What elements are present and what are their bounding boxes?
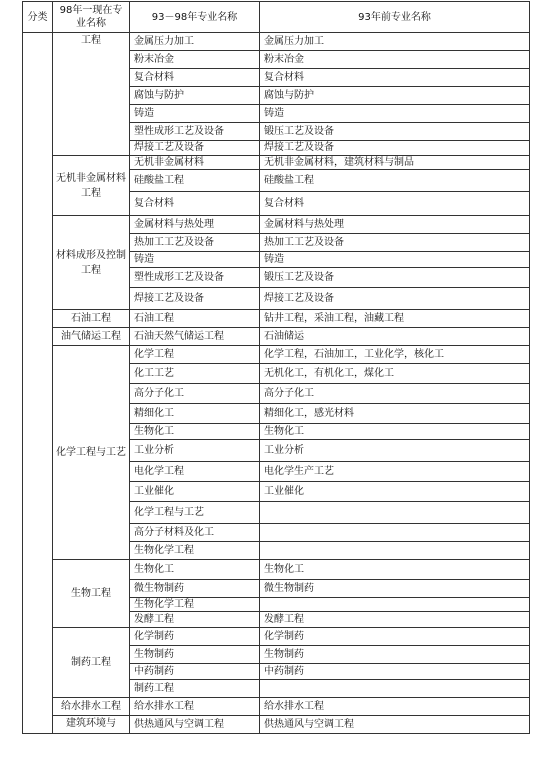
table-row xyxy=(23,328,530,346)
major-pre-93-cell: 焊接工艺及设备 xyxy=(260,141,530,156)
major-pre-93-cell: 钻井工程，采油工程，油藏工程 xyxy=(260,310,530,328)
category-column-cell xyxy=(23,33,53,734)
major-pre-93-cell: 金属压力加工 xyxy=(260,33,530,51)
major-93-98-cell: 精细化工 xyxy=(130,404,260,424)
current-major-cell: 生物工程 xyxy=(53,560,130,628)
major-pre-93-cell: 生物化工 xyxy=(260,424,530,440)
major-93-98-cell: 铸造 xyxy=(130,105,260,123)
major-pre-93-cell: 锻压工艺及设备 xyxy=(260,268,530,288)
header-pre-93-major: 93年前专业名称 xyxy=(260,2,530,33)
current-major-cell: 石油工程 xyxy=(53,310,130,328)
major-pre-93-cell: 高分子化工 xyxy=(260,384,530,404)
major-93-98-cell: 微生物制药 xyxy=(130,580,260,598)
major-93-98-cell: 塑性成形工艺及设备 xyxy=(130,268,260,288)
major-pre-93-cell: 铸造 xyxy=(260,252,530,268)
major-pre-93-cell: 生物制药 xyxy=(260,646,530,664)
table-row xyxy=(23,33,530,51)
major-pre-93-cell: 化学制药 xyxy=(260,628,530,646)
table-row xyxy=(23,216,530,234)
major-pre-93-cell: 硅酸盐工程 xyxy=(260,170,530,192)
major-pre-93-cell: 给水排水工程 xyxy=(260,698,530,716)
major-pre-93-cell: 粉末冶金 xyxy=(260,51,530,69)
table-row xyxy=(23,156,530,170)
major-pre-93-cell xyxy=(260,524,530,542)
major-pre-93-cell: 热加工工艺及设备 xyxy=(260,234,530,252)
header-row xyxy=(23,2,530,33)
header-current-major: 98年一现在专业名称 xyxy=(53,2,130,33)
major-93-98-cell: 生物化学工程 xyxy=(130,542,260,560)
major-93-98-cell: 工业分析 xyxy=(130,440,260,462)
major-pre-93-cell: 锻压工艺及设备 xyxy=(260,123,530,141)
current-major-cell: 无机非金属材料工程 xyxy=(53,156,130,216)
major-pre-93-cell: 复合材料 xyxy=(260,69,530,87)
major-93-98-cell: 给水排水工程 xyxy=(130,698,260,716)
major-pre-93-cell: 微生物制药 xyxy=(260,580,530,598)
major-pre-93-cell xyxy=(260,502,530,524)
major-93-98-cell: 无机非金属材料 xyxy=(130,156,260,170)
major-93-98-cell: 生物化工 xyxy=(130,560,260,580)
major-pre-93-cell: 铸造 xyxy=(260,105,530,123)
major-pre-93-cell: 石油储运 xyxy=(260,328,530,346)
major-93-98-cell: 生物化工 xyxy=(130,424,260,440)
current-major-cell: 材料成形及控制工程 xyxy=(53,216,130,310)
major-93-98-cell: 焊接工艺及设备 xyxy=(130,288,260,310)
major-93-98-cell: 化学工程 xyxy=(130,346,260,364)
major-pre-93-cell: 腐蚀与防护 xyxy=(260,87,530,105)
major-pre-93-cell xyxy=(260,680,530,698)
major-93-98-cell: 石油工程 xyxy=(130,310,260,328)
table-row xyxy=(23,628,530,646)
major-93-98-cell: 中药制药 xyxy=(130,664,260,680)
major-93-98-cell: 热加工工艺及设备 xyxy=(130,234,260,252)
table-row xyxy=(23,698,530,716)
major-93-98-cell: 化学制药 xyxy=(130,628,260,646)
major-pre-93-cell: 工业催化 xyxy=(260,482,530,502)
major-pre-93-cell xyxy=(260,598,530,612)
major-93-98-cell: 供热通风与空调工程 xyxy=(130,716,260,734)
major-93-98-cell: 化工工艺 xyxy=(130,364,260,384)
major-pre-93-cell: 化学工程，石油加工，工业化学，核化工 xyxy=(260,346,530,364)
major-pre-93-cell: 复合材料 xyxy=(260,192,530,216)
table-body xyxy=(23,33,530,734)
major-name-table xyxy=(22,1,530,734)
major-93-98-cell: 发酵工程 xyxy=(130,612,260,628)
table-row xyxy=(23,310,530,328)
major-93-98-cell: 铸造 xyxy=(130,252,260,268)
major-pre-93-cell: 无机非金属材料，建筑材料与制品 xyxy=(260,156,530,170)
current-major-cell: 建筑环境与 xyxy=(53,716,130,734)
major-93-98-cell: 复合材料 xyxy=(130,69,260,87)
major-pre-93-cell: 金属材料与热处理 xyxy=(260,216,530,234)
major-93-98-cell: 复合材料 xyxy=(130,192,260,216)
major-93-98-cell: 金属压力加工 xyxy=(130,33,260,51)
major-93-98-cell: 金属材料与热处理 xyxy=(130,216,260,234)
major-93-98-cell: 制药工程 xyxy=(130,680,260,698)
major-pre-93-cell: 工业分析 xyxy=(260,440,530,462)
major-pre-93-cell: 精细化工，感光材料 xyxy=(260,404,530,424)
major-93-98-cell: 电化学工程 xyxy=(130,462,260,482)
major-93-98-cell: 粉末冶金 xyxy=(130,51,260,69)
major-93-98-cell: 腐蚀与防护 xyxy=(130,87,260,105)
header-category: 分类 xyxy=(23,2,53,33)
major-93-98-cell: 塑性成形工艺及设备 xyxy=(130,123,260,141)
table-row xyxy=(23,716,530,734)
table-row xyxy=(23,560,530,580)
major-93-98-cell: 高分子材料及化工 xyxy=(130,524,260,542)
major-pre-93-cell: 供热通风与空调工程 xyxy=(260,716,530,734)
table-row xyxy=(23,346,530,364)
major-pre-93-cell: 无机化工，有机化工，煤化工 xyxy=(260,364,530,384)
current-major-cell: 制药工程 xyxy=(53,628,130,698)
major-93-98-cell: 焊接工艺及设备 xyxy=(130,141,260,156)
header-93-98-major: 93－98年专业名称 xyxy=(130,2,260,33)
major-93-98-cell: 高分子化工 xyxy=(130,384,260,404)
current-major-cell: 工程 xyxy=(53,33,130,156)
major-pre-93-cell: 电化学生产工艺 xyxy=(260,462,530,482)
current-major-cell: 油气储运工程 xyxy=(53,328,130,346)
major-93-98-cell: 硅酸盐工程 xyxy=(130,170,260,192)
major-93-98-cell: 化学工程与工艺 xyxy=(130,502,260,524)
major-pre-93-cell: 生物化工 xyxy=(260,560,530,580)
current-major-cell: 化学工程与工艺 xyxy=(53,346,130,560)
current-major-cell: 给水排水工程 xyxy=(53,698,130,716)
major-pre-93-cell: 焊接工艺及设备 xyxy=(260,288,530,310)
major-93-98-cell: 工业催化 xyxy=(130,482,260,502)
major-pre-93-cell xyxy=(260,542,530,560)
major-93-98-cell: 石油天然气储运工程 xyxy=(130,328,260,346)
major-93-98-cell: 生物制药 xyxy=(130,646,260,664)
major-93-98-cell: 生物化学工程 xyxy=(130,598,260,612)
major-pre-93-cell: 中药制药 xyxy=(260,664,530,680)
major-pre-93-cell: 发酵工程 xyxy=(260,612,530,628)
